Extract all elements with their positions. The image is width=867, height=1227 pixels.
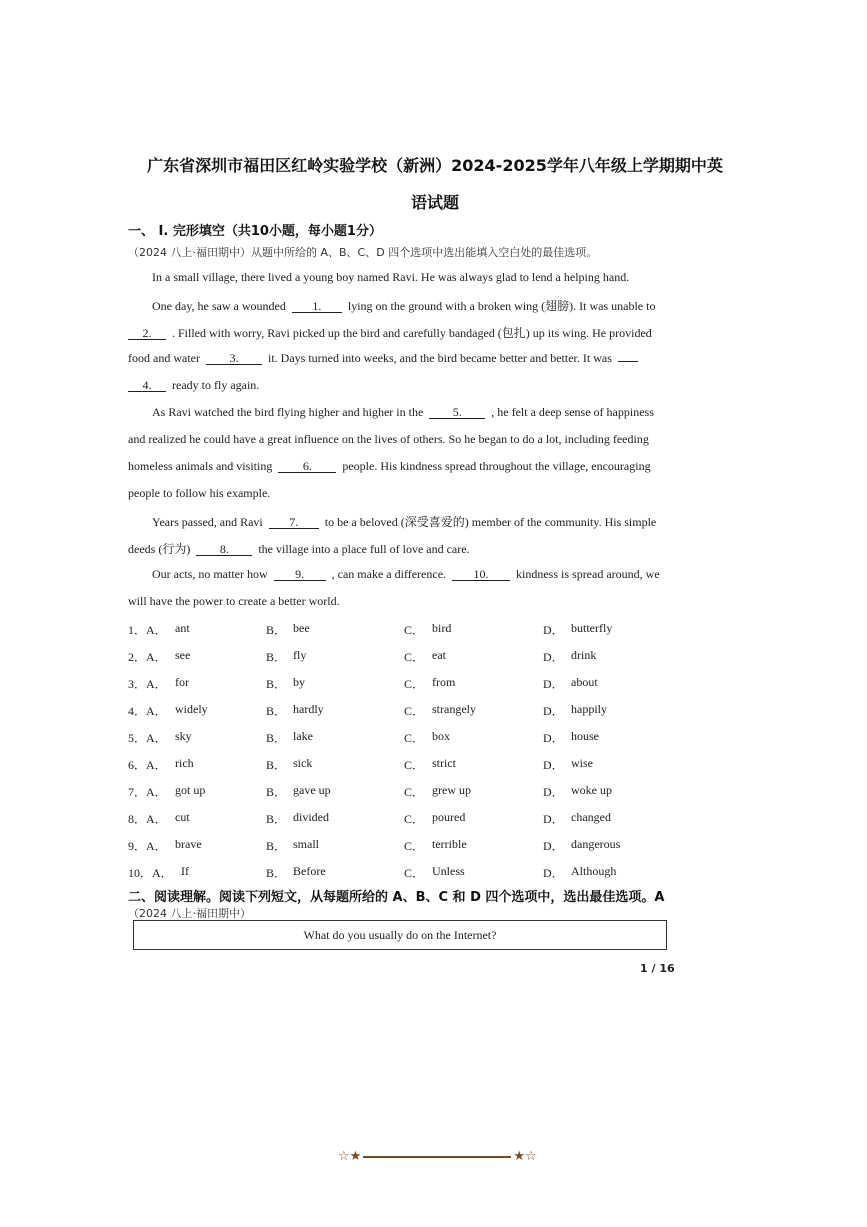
option-a[interactable]: for [175,675,189,689]
passage-line-6: As Ravi watched the bird flying higher and higher in the 5. , he felt a deep sense of happiness [152,405,654,419]
option-d[interactable]: wise [571,756,593,770]
star-right-icon: ★☆ [513,1149,537,1164]
option-b[interactable]: divided [293,810,329,824]
option-b-letter: B． [266,812,287,826]
blank-4[interactable]: 4. [128,379,166,392]
option-d[interactable]: dangerous [571,837,621,851]
option-number: 1．A． [128,623,167,637]
option-number: 6．A． [128,758,167,772]
passage-line-13: will have the power to create a better world. [128,594,340,608]
passage-line-4: food and water 3. it. Days turned into weeks, and the bird became better and better. It was [128,351,644,366]
option-d-letter: D． [543,866,564,880]
option-b[interactable]: small [293,837,319,851]
option-number: 4．A． [128,704,167,718]
blank-5[interactable]: 5. [429,406,485,419]
blank-1[interactable]: 1. [292,300,342,313]
blank-9[interactable]: 9. [274,568,326,581]
option-c[interactable]: bird [432,621,452,635]
option-d[interactable]: house [571,729,599,743]
option-d[interactable]: woke up [571,783,612,797]
option-c[interactable]: box [432,729,450,743]
option-c[interactable]: terrible [432,837,467,851]
option-c[interactable]: strict [432,756,456,770]
option-d[interactable]: happily [571,702,607,716]
option-a[interactable]: If [181,864,189,878]
page-number: 1 / 16 [640,962,675,975]
option-number: 7．A． [128,785,167,799]
option-a[interactable]: sky [175,729,192,743]
blank-7[interactable]: 7. [269,516,319,529]
option-b-letter: B． [266,650,287,664]
option-d[interactable]: drink [571,648,597,662]
option-d-letter: D． [543,623,564,637]
option-b-letter: B． [266,785,287,799]
option-b-letter: B． [266,623,287,637]
passage-line-7: and realized he could have a great influence on the lives of others. So he began to do a lot, including feeding [128,432,649,446]
option-c[interactable]: grew up [432,783,471,797]
option-b[interactable]: hardly [293,702,324,716]
section1-heading: 一、 I. 完形填空（共10小题，每小题1分） [128,224,382,239]
option-d-letter: D． [543,704,564,718]
option-c-letter: C． [404,758,425,772]
blank-6[interactable]: 6. [278,460,336,473]
option-number: 3．A． [128,677,167,691]
footer-decoration [338,1150,537,1163]
option-a[interactable]: see [175,648,191,662]
option-d-letter: D． [543,731,564,745]
section1-source: （2024 八上·福田期中）从题中所给的 A、B、C、D 四个选项中选出能填入空白处的最佳选项。 [128,246,598,259]
passage-line-3: 2. . Filled with worry, Ravi picked up the bird and carefully bandaged (包扎) up its wing. He provided [128,324,652,341]
option-c-letter: C． [404,731,425,745]
option-d[interactable]: changed [571,810,611,824]
option-c[interactable]: from [432,675,456,689]
option-c-letter: C． [404,839,425,853]
option-c[interactable]: Unless [432,864,465,878]
option-c[interactable]: poured [432,810,466,824]
option-a[interactable]: brave [175,837,202,851]
option-d-letter: D． [543,812,564,826]
option-d-letter: D． [543,650,564,664]
passage-line-5: 4. ready to fly again. [128,378,259,393]
option-b-letter: B． [266,677,287,691]
star-left-icon: ☆★ [338,1149,362,1164]
option-number: 9．A． [128,839,167,853]
passage-line-9: people to follow his example. [128,486,271,500]
option-c[interactable]: strangely [432,702,476,716]
option-c-letter: C． [404,704,425,718]
option-b[interactable]: Before [293,864,326,878]
option-number: 5．A． [128,731,167,745]
passage-line-12: Our acts, no matter how 9. , can make a difference. 10. kindness is spread around, we [152,567,660,581]
option-d-letter: D． [543,677,564,691]
option-c[interactable]: eat [432,648,446,662]
page-title-line1: 广东省深圳市福田区红岭实验学校（新洲）2024-2025学年八年级上学期期中英 [147,156,723,175]
option-a[interactable]: ant [175,621,190,635]
passage-line-2: One day, he saw a wounded 1. lying on the ground with a broken wing (翅膀). It was unable to [152,299,656,313]
option-b[interactable]: by [293,675,305,689]
passage-line-8: homeless animals and visiting 6. people. His kindness spread throughout the village, encouraging [128,459,651,473]
option-b[interactable]: lake [293,729,313,743]
passage-line-11: deeds (行为) 8. the village into a place full of love and care. [128,542,470,556]
option-b-letter: B． [266,704,287,718]
option-number: 2．A． [128,650,167,664]
option-b-letter: B． [266,866,287,880]
reading-question-text: What do you usually do on the Internet? [303,927,497,942]
option-b[interactable]: fly [293,648,307,662]
option-d[interactable]: about [571,675,598,689]
option-d[interactable]: butterfly [571,621,613,635]
option-a[interactable]: rich [175,756,194,770]
blank-10[interactable]: 10. [452,568,510,581]
option-d-letter: D． [543,758,564,772]
option-d[interactable]: Although [571,864,617,878]
option-b[interactable]: gave up [293,783,331,797]
option-c-letter: C． [404,677,425,691]
blank-2[interactable]: 2. [128,327,166,340]
option-b-letter: B． [266,731,287,745]
reading-question-box [133,920,667,950]
option-c-letter: C． [404,650,425,664]
blank-8[interactable]: 8. [196,543,252,556]
passage-line-10: Years passed, and Ravi 7. to be a beloved (深受喜爱的) member of the community. His simple [152,515,657,529]
passage-line-1: In a small village, there lived a young boy named Ravi. He was always glad to lend a helping hand. [152,270,630,284]
option-b[interactable]: sick [293,756,313,770]
option-c-letter: C． [404,866,425,880]
option-b-letter: B． [266,839,287,853]
section2-source: （2024 八上·福田期中） [128,907,251,920]
blank-3[interactable]: 3. [206,352,262,365]
option-c-letter: C． [404,623,425,637]
option-a[interactable]: widely [175,702,208,716]
option-a[interactable]: got up [175,783,206,797]
option-c-letter: C． [404,812,425,826]
section2-heading: 二、阅读理解。阅读下列短文，从每题所给的 A、B、C 和 D 四个选项中，选出最佳选项。A [128,890,665,905]
option-a[interactable]: cut [175,810,190,824]
option-d-letter: D． [543,839,564,853]
option-c-letter: C． [404,785,425,799]
footer-rule [363,1156,511,1158]
blank-4-start [618,361,638,362]
option-b-letter: B． [266,758,287,772]
option-b[interactable]: bee [293,621,310,635]
option-number: 8．A． [128,812,167,826]
option-d-letter: D． [543,785,564,799]
page-title-line2: 语试题 [410,193,459,212]
option-number: 10．A． [128,866,173,880]
